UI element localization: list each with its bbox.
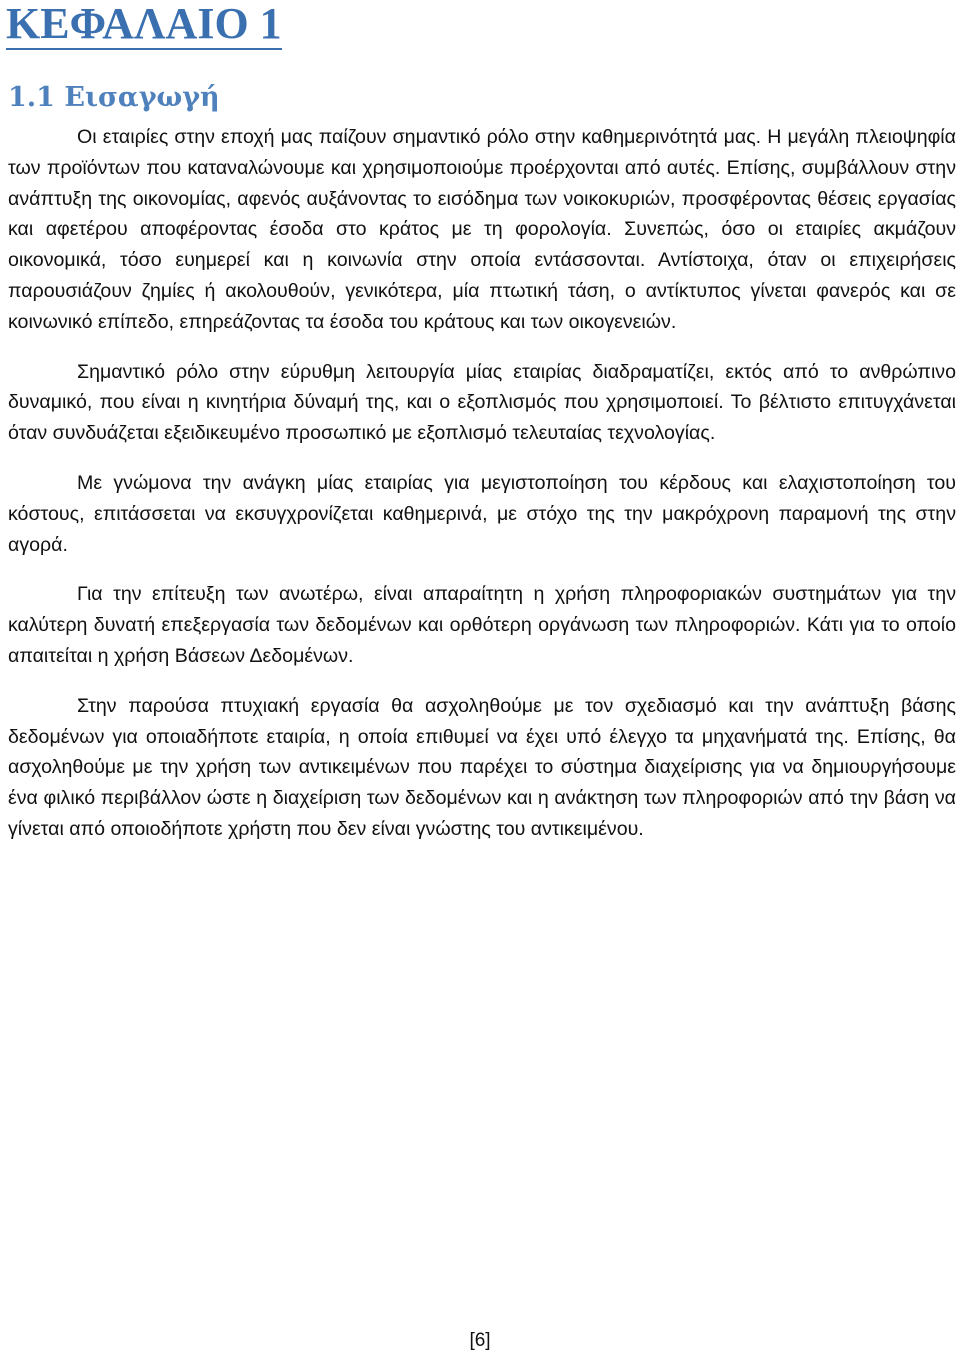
chapter-title: ΚΕΦΑΛΑΙΟ 1 [6,0,282,48]
body-text [8,122,956,864]
page-number: [6] [469,1330,491,1351]
paragraph: Με γνώμονα την ανάγκη μίας εταιρίας για μεγιστοποίηση του κέρδους και ελαχιστοποίηση του κόστους, επιτάσσεται να εκσυγχρονίζεται καθημερινά, με στόχο της την μακρόχρονη παραμονή της στην αγορά. [8,471,956,556]
section-title: 1.1 Εισαγωγή [8,82,220,113]
paragraph: Σημαντικό ρόλο στην εύρυθμη λειτουργία μίας εταιρίας διαδραματίζει, εκτός από το ανθρώπινο δυναμικό, που είναι η κινητήρια δύναμή της, και ο εξοπλισμός που χρησιμοποιεί. Το βέλτιστο επιτυγχάνεται όταν συνδυάζεται εξειδικευμένο προσωπικό με εξοπλισμό τελευταίας τεχνολογίας. [8,360,956,445]
paragraph: Στην παρούσα πτυχιακή εργασία θα ασχοληθούμε με τον σχεδιασμό και την ανάπτυξη βάσης δεδομένων για οποιαδήποτε εταιρία, η οποία επιθυμεί να έχει υπό έλεγχο τα μηχανήματά της. Επίσης, θα ασχοληθούμε με την χρήση των αντικειμένων που παρέχει το σύστημα διαχείρισης για να δημιουργήσουμε ένα φιλικό περιβάλλον ώστε η διαχείριση των δεδομένων και η ανάκτηση των πληροφοριών από την βάση να γίνεται από οποιοδήποτε χρήστη που δεν είναι γνώστης του αντικειμένου. [8,694,956,840]
paragraph: Οι εταιρίες στην εποχή μας παίζουν σημαντικό ρόλο στην καθημερινότητά μας. Η μεγάλη πλειοψηφία των προϊόντων που καταναλώνουμε και χρησιμοποιούμε προέρχονται από αυτές. Επίσης, συμβάλλουν στην ανάπτυξη της οικονομίας, αφενός αυξάνοντας το εισόδημα των νοικοκυριών, προσφέροντας θέσεις εργασίας και αφετέρου αποφέροντας έσοδα στο κράτος με τη φορολογία. Συνεπώς, όσο οι εταιρίες ακμάζουν οικονομικά, τόσο ευημερεί και η κοινωνία στην οποία εντάσσονται. Αντίστοιχα, όταν οι επιχειρήσεις παρουσιάζουν ζημίες ή ακολουθούν, γενικότερα, μία πτωτική τάση, ο αντίκτυπος γίνεται φανερός και σε κοινωνικό επίπεδο, επηρεάζοντας τα έσοδα του κράτους και των οικογενειών. [8,126,956,333]
paragraph: Για την επίτευξη των ανωτέρω, είναι απαραίτητη η χρήση πληροφοριακών συστημάτων για την καλύτερη δυνατή επεξεργασία των δεδομένων και ορθότερη οργάνωση των πληροφοριών. Κάτι για το οποίο απαιτείται η χρήση Βάσεων Δεδομένων. [8,583,956,667]
